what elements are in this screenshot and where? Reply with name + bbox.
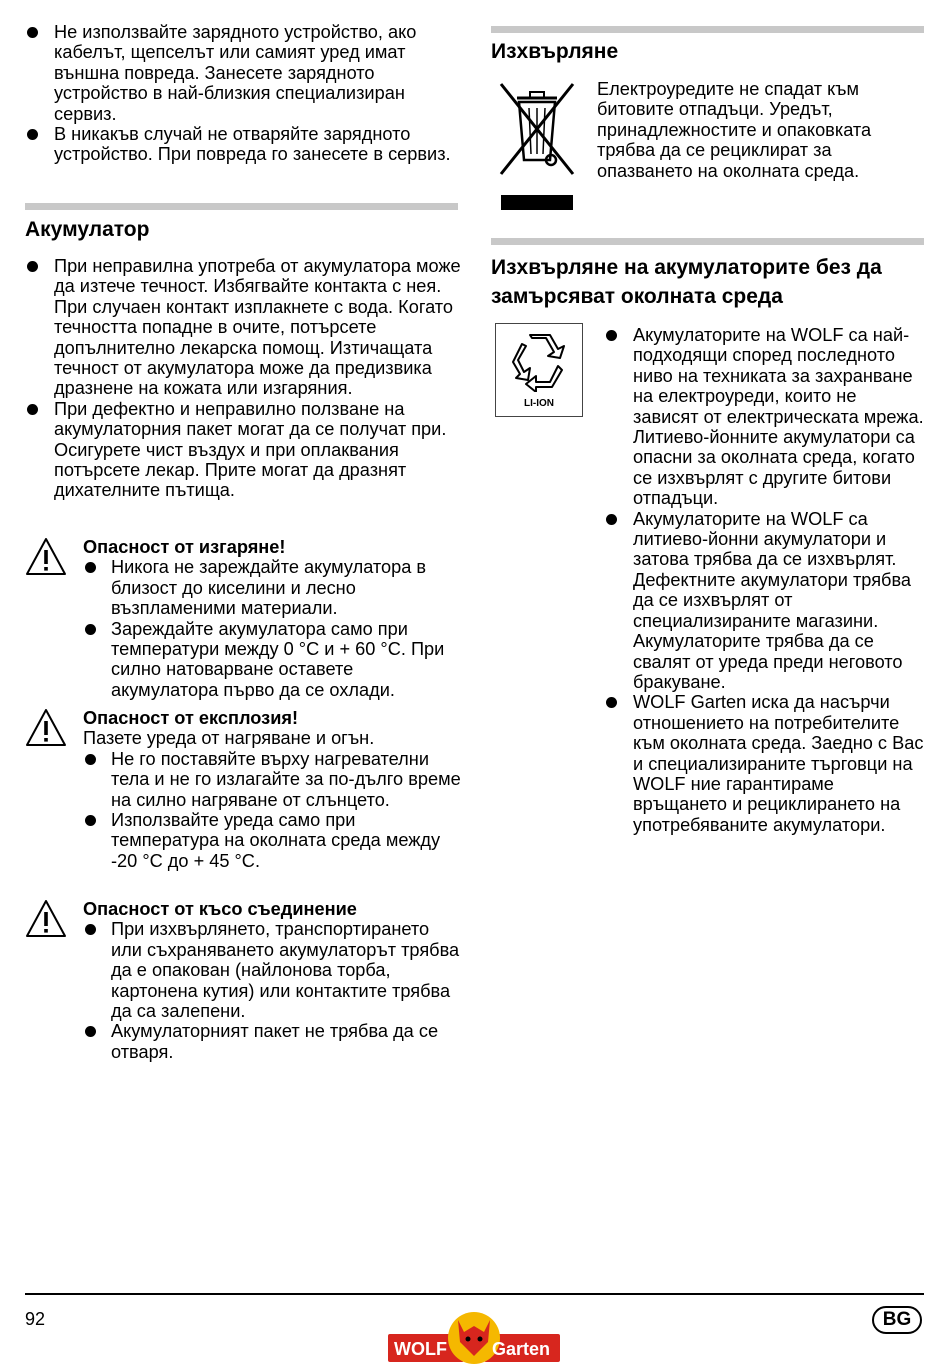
section-divider	[491, 26, 924, 33]
warning-list	[83, 557, 461, 700]
list-item: Акумулаторите на WOLF са най-подходящи според последното ниво на техниката за захранване на електроуреди, които не зависят от електрическата мрежа. Литиево-йонните акумулатори са опасни за околната среда, когато се изхвърлят с другите битови отпадъци.	[604, 325, 924, 509]
page-number: 92	[25, 1309, 46, 1329]
crossed-bin-icon	[495, 78, 579, 212]
warning-title: Опасност от експлозия!	[83, 708, 299, 728]
list-item: Акумулаторният пакет не трябва да се отваря.	[83, 1021, 461, 1062]
section-divider	[491, 238, 924, 245]
list-item: Зареждайте акумулатора само при температури между 0 °C и + 60 °C. При силно натоварване оставете акумулатора първо да се охлади.	[83, 619, 461, 701]
language-badge: BG	[872, 1306, 922, 1334]
li-ion-recycling-icon	[495, 323, 583, 417]
battery-disposal-list	[604, 325, 924, 835]
list-item: Използвайте уреда само при температура на околната среда между -20 °C до + 45 °C.	[83, 810, 461, 871]
list-item: Не го поставяйте върху нагревателни тела и не го излагайте за по-дълго време на силно нагряване от слънцето.	[83, 749, 461, 810]
list-item: При дефектно и неправилно ползване на акумулаторния пакет могат да се получат при. Осигурете чист въздух и при оплаквания потърсете лекар. Прите могат да дразнят дихателните пътища.	[25, 399, 461, 501]
warning-list	[83, 749, 461, 871]
warning-triangle-icon	[25, 708, 67, 748]
charger-safety-list	[25, 22, 461, 165]
disposal-heading: Изхвърляне	[491, 40, 619, 63]
list-item: WOLF Garten иска да насърчи отношението на потребителите към околната среда. Заедно с Вас и специализираните търговци на WOLF ние гарантираме връщането и рециклирането на употребяваните акумулатори.	[604, 692, 924, 835]
warning-triangle-icon	[25, 537, 67, 577]
warning-intro: Пазете уреда от нагряване и огън.	[83, 728, 375, 749]
logo-garten-text: Garten	[492, 1339, 551, 1359]
short-circuit-warning	[25, 899, 461, 1062]
recycle-icon	[510, 332, 568, 392]
warning-title: Опасност от късо съединение	[83, 899, 357, 919]
list-item: При изхвърлянето, транспортирането или съхраняването акумулаторът трябва да е опакован (найлонова торба, картонена кутия) или контактите трябва да са залепени.	[83, 919, 461, 1021]
battery-list	[25, 256, 461, 501]
li-ion-label: LI-ION	[524, 398, 554, 409]
disposal-text: Електроуредите не спадат към битовите отпадъци. Уредът, принадлежностите и опаковката трябва да се рециклират за опазването на околната среда.	[597, 79, 872, 181]
warning-list	[83, 919, 461, 1062]
footer-divider	[25, 1293, 924, 1295]
list-item: Не използвайте зарядното устройство, ако кабелът, щепселът или самият уред имат външна повреда. Занесете зарядното устройство в най-близкия специализиран сервиз.	[25, 22, 461, 124]
warning-title: Опасност от изгаряне!	[83, 537, 286, 557]
burn-warning	[25, 537, 461, 700]
battery-disposal-heading: Изхвърляне на акумулаторите без да замърсяват околната среда	[491, 256, 882, 308]
wolf-garten-logo	[388, 1312, 560, 1364]
list-item: При неправилна употреба от акумулатора може да изтече течност. Избягвайте контакта с нея. При случаен контакт изплакнете с вода. Когато течността попадне в очите, потърсете допълнително лекарска помощ. Изтичащата течност от акумулатора може да предизвика дразнене на кожата или изгаряния.	[25, 256, 461, 399]
section-divider	[25, 203, 458, 210]
list-item: Акумулаторите на WOLF са литиево-йонни акумулатори и затова трябва да се изхвърлят. Дефектните акумулатори трябва да се изхвърлят от специализираните магазини. Акумулаторите трябва да се свалят от уреда преди неговото бракуване.	[604, 509, 924, 693]
list-item: В никакъв случай не отваряйте зарядното устройство. При повреда го занесете в сервиз.	[25, 124, 461, 165]
warning-triangle-icon	[25, 899, 67, 939]
battery-heading: Акумулатор	[25, 218, 150, 241]
list-item: Никога не зареждайте акумулатора в близост до киселини и лесно възпламеними материали.	[83, 557, 461, 618]
explosion-warning	[25, 708, 461, 871]
logo-wolf-text: WOLF	[394, 1339, 447, 1359]
